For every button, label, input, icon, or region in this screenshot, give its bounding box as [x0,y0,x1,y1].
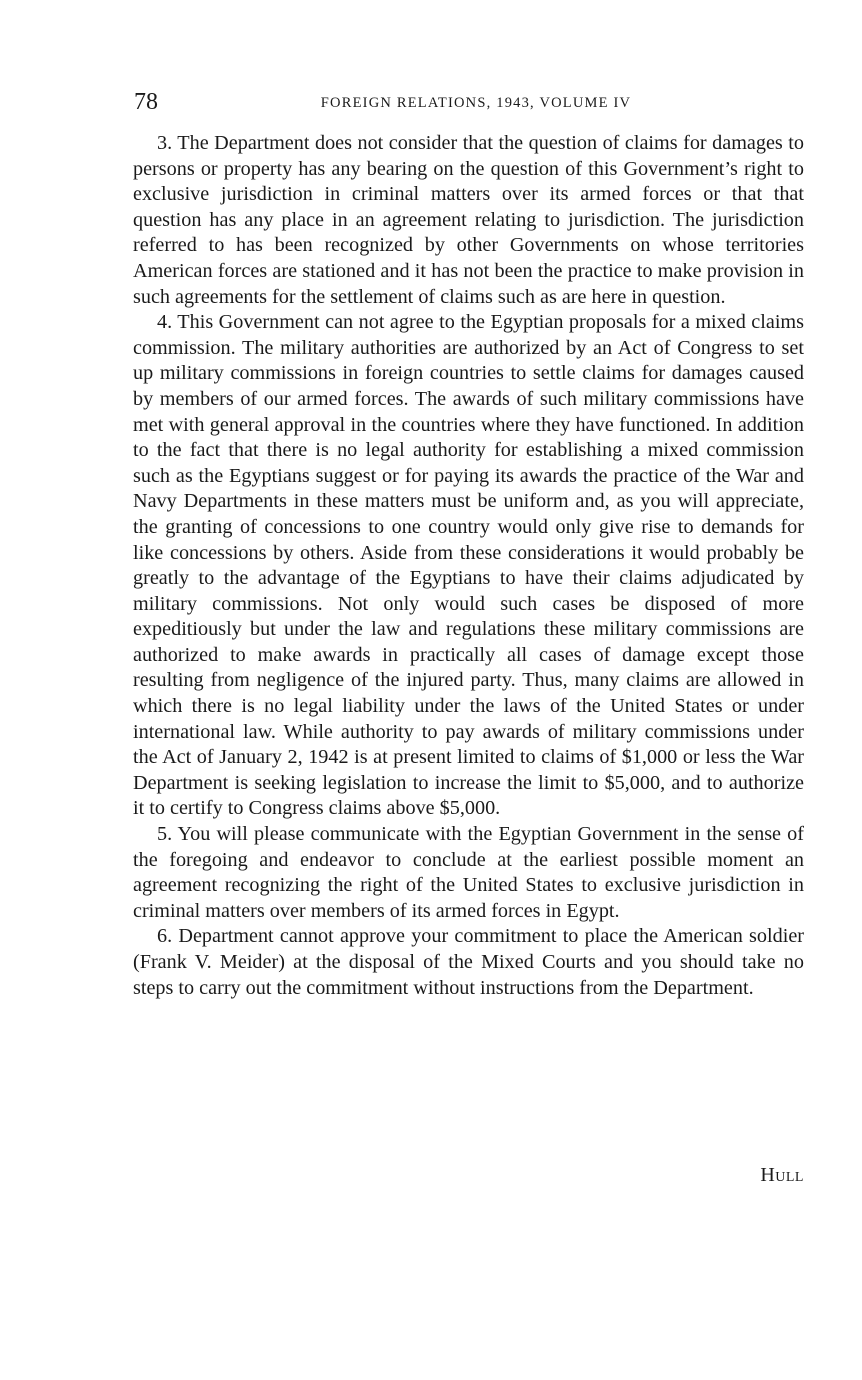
running-title: FOREIGN RELATIONS, 1943, VOLUME IV [320,95,632,111]
running-header [134,88,804,116]
paragraph-6: 6. Department cannot approve your commitment to place the American soldier (Frank V. Meider) at the disposal of the Mixed Courts and you should take no steps to carry out the commitment without instructions from the Department. [133,925,804,999]
signature: Hull [760,1164,804,1186]
paragraph-4: 4. This Government can not agree to the Egyptian proposals for a mixed claims commission. The military authorities are authorized by an Act of Congress to set up military commissions in foreign countries to settle claims for damages caused by members of our armed forces. The awards of such military commissions have met with general approval in the countries where they have functioned. In addition to the fact that there is no legal authority for establishing a mixed commission such as the Egyptians suggest or for paying its awards the practice of the War and Navy Departments in these matters must be uniform and, as you will appreciate, the granting of concessions to one country would only give rise to demands for like concessions by others. Aside from these considerations it would probably be greatly to the advantage of the Egyptians to have their claims adjudicated by military commissions. Not only would such cases be disposed of more expeditiously but under the law and regulations these military commissions are authorized to make awards in practically all cases of damage except those resulting from negligence of the injured party. Thus, many claims are allowed in which there is no legal liability under the laws of the United States or under international law. While authority to pay awards of military commissions under the Act of January 2, 1942 is at present limited to claims of $1,000 or less the War Department is seeking legislation to increase the limit to $5,000, and to authorize it to certify to Congress claims above $5,000. [133,311,804,820]
page-number: 78 [134,89,158,115]
paragraph-5: 5. You will please communicate with the Egyptian Government in the sense of the foregoing and endeavor to conclude at the earliest possible moment an agreement recognizing the right of the United States to exclusive jurisdiction in criminal matters over members of its armed forces in Egypt. [133,823,804,922]
paragraph-3: 3. The Department does not consider that the question of claims for damages to persons or property has any bearing on the question of this Government’s right to exclusive jurisdiction in criminal matters over its armed forces or that that question has any place in an agreement relating to jurisdiction. The jurisdiction referred to has been recognized by other Governments on whose territories American forces are stationed and it has not been the practice to make provision in such agreements for the settlement of claims such as are here in question. [133,132,804,308]
body-text [133,131,804,1001]
